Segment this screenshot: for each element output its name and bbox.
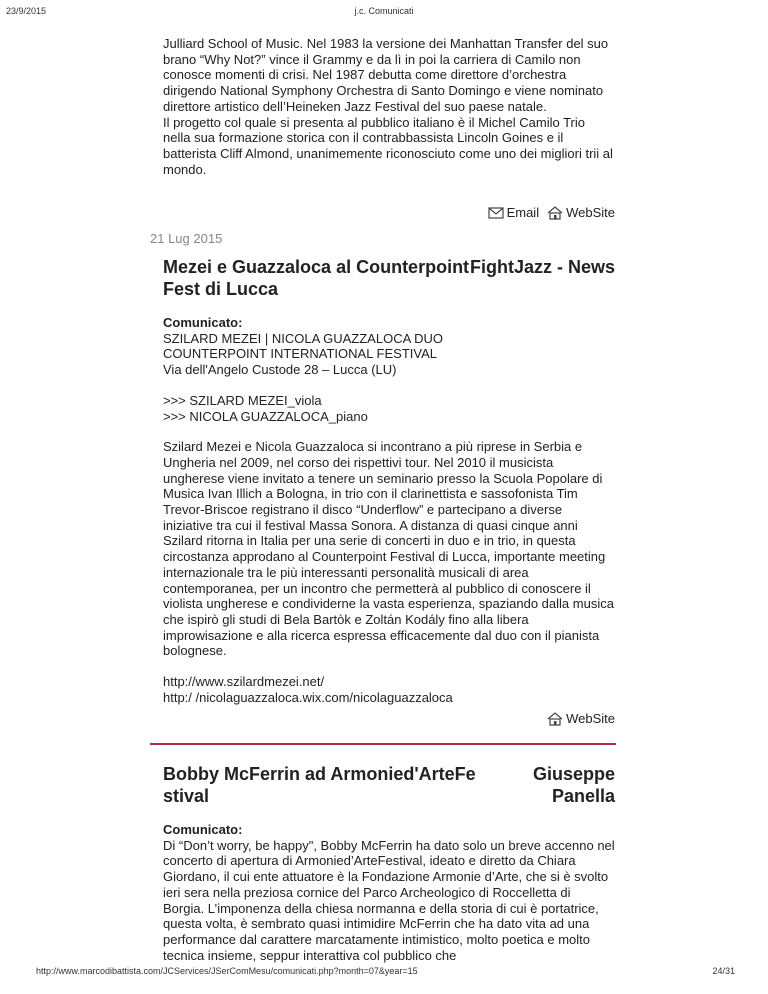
- intro-paragraph-1: Julliard School of Music. Nel 1983 la versione dei Manhattan Transfer del suo brano “Why Not?” vince il Grammy e da lì in poi la carriera di Camilo non conosce momenti di crisi. Nel 1987 debutta come direttore d’orchestra dirigendo National Symphony Orchestra di Santo Domingo e viene nominato direttore artistico dell’Heineken Jazz Festival del suo paese natale.: [163, 36, 609, 114]
- print-url: http://www.marcodibattista.com/JCServices/JSerComMesu/comunicati.php?month=07&year=15: [36, 966, 418, 976]
- page-number: 24/31: [712, 966, 735, 976]
- email-link[interactable]: [488, 205, 540, 220]
- intro-text: [163, 36, 615, 177]
- performer-line: >>> SZILARD MEZEI_viola: [163, 392, 322, 408]
- house-icon: [547, 712, 563, 726]
- intro-paragraph-2: Il progetto col quale si presenta al pubblico italiano è il Michel Camilo Trio nella sua formazione storica con il contrabbassista Lincoln Goines e il batterista Cliff Almond, unanimemente riconosciuto come uno dei migliori trii al mondo.: [163, 114, 613, 177]
- print-date: 23/9/2015: [6, 6, 47, 16]
- article-date: 21 Lug 2015: [150, 231, 223, 246]
- website-link[interactable]: [547, 205, 615, 220]
- email-label: Email: [506, 205, 540, 220]
- website-label: WebSite: [566, 711, 615, 726]
- article-author: FightJazz - News: [469, 257, 615, 277]
- comunicato-label: Comunicato:: [163, 315, 243, 330]
- article-1-links: [547, 711, 615, 726]
- intro-links: [488, 205, 615, 220]
- print-title: j.c. Comunicati: [354, 6, 414, 16]
- article-author: Giuseppe Panella: [532, 764, 615, 806]
- article-1-body: [163, 315, 615, 705]
- house-icon: [547, 206, 563, 220]
- article-divider: [150, 743, 616, 745]
- url-link[interactable]: http://www.szilardmezei.net/: [163, 674, 325, 690]
- article-body: Di “Don’t worry, be happy", Bobby McFerrin ha dato solo un breve accenno nel concerto di apertura di Armonied’ArteFestival, ideato e diretto da Chiara Giordano, il cui ente attuatore è la Fondazione Armonie d’Arte, che si è svolto ieri sera nella preziosa cornice del Parco Archeologico di Roccelletta di Borgia. L’imponenza della chiesa normanna e della storia di cui è portatrice, questa volta, è sembrato quasi intimidire McFerrin che ha dato vita ad una performance dal carattere marcatamente intimistico, molto poetica e molto tecnica insieme, seppur interattiva col pubblico che: [163, 837, 615, 963]
- comunicato-label: Comunicato:: [163, 822, 243, 837]
- article-title[interactable]: Mezei e Guazzaloca al Counterpoint Fest di Lucca: [163, 257, 470, 299]
- email-icon: [488, 206, 504, 220]
- article-body: Szilard Mezei e Nicola Guazzaloca si incontrano a più riprese in Serbia e Ungheria nel 2009, nel corso dei rispettivi tour. Nel 2010 il musicista ungherese viene invitato a tenere un seminario presso la Scuola Popolare di Musica Ivan Illich a Bologna, in trio con il clarinettista e sassofonista Tim Trevor-Briscoe registrano il disco “Underflow” e partecipano a diverse iniziative tra cui il festival Massa Sonora. A distanza di quasi cinque anni Szilard ritorna in Italia per una serie di concerti in duo e in trio, in questa circostanza approdano al Counterpoint Festival di Lucca, importante meeting internazionale tra le più interessanti personalità musicali di area contemporanea, per un incontro che permetterà al pubblico di conoscere il violista ungherese e condividerne la vasta esperienza, spaziando dalla musica che ispirò gli studi di Bela Bartòk e Zoltán Kodály fino alla libera improwisazione e alla ricerca espressa efficacemente dal duo con il pianista bolognese.: [163, 439, 614, 659]
- info-line: Via dell'Angelo Custode 28 – Lucca (LU): [163, 362, 397, 378]
- info-line: SZILARD MEZEI | NICOLA GUAZZALOCA DUO: [163, 330, 444, 346]
- article-2-body: [163, 822, 615, 963]
- url-link[interactable]: http:/ /nicolaguazzaloca.wix.com/nicolaguazzaloca: [163, 689, 453, 705]
- website-link[interactable]: [547, 711, 615, 726]
- website-label: WebSite: [566, 205, 615, 220]
- info-line: COUNTERPOINT INTERNATIONAL FESTIVAL: [163, 346, 437, 362]
- article-title[interactable]: Bobby McFerrin ad Armonied'ArteFe stival: [163, 764, 476, 806]
- performer-line: >>> NICOLA GUAZZALOCA_piano: [163, 408, 368, 424]
